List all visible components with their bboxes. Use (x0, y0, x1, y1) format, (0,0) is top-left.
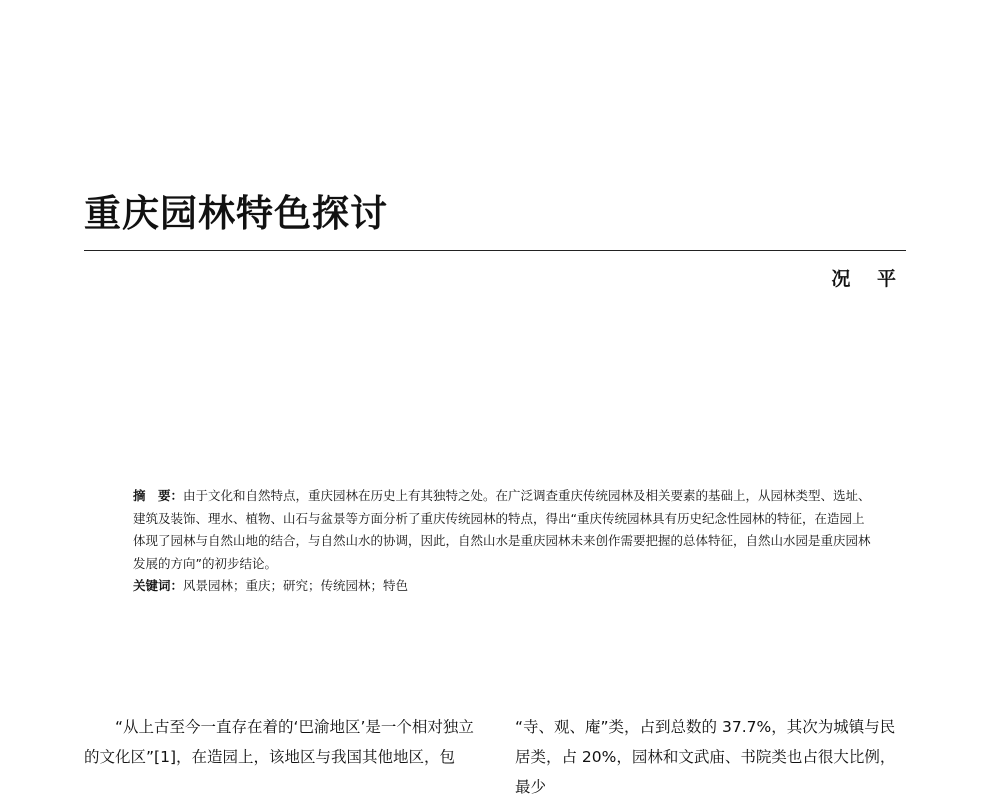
abstract-label: 摘 要： (133, 488, 184, 503)
page-title: 重庆园林特色探讨 (84, 192, 388, 235)
body-left-column (84, 712, 476, 772)
body-right-text: “寺、观、庵”类，占到总数的 37.7%，其次为城镇与民居类，占 20%，园林和文武庙、书院类也占很大比例，最少 (515, 718, 896, 796)
keywords-paragraph (133, 575, 875, 598)
abstract-block (133, 485, 875, 598)
author-name: 况 平 (831, 268, 906, 290)
keywords-label: 关键词： (133, 578, 184, 593)
body-left-text: “从上古至今一直存在着的‘巴渝地区’是一个相对独立的文化区”[1]，在造园上，该地区与我国其他地区，包 (84, 718, 474, 766)
body-right-column (515, 712, 907, 802)
title-divider (84, 250, 906, 251)
abstract-paragraph (133, 485, 875, 575)
abstract-text: 由于文化和自然特点，重庆园林在历史上有其独特之处。在广泛调查重庆传统园林及相关要素的基础上，从园林类型、选址、建筑及装饰、理水、植物、山石与盆景等方面分析了重庆传统园林的特点，得出“重庆传统园林具有历史纪念性园林的特征，在造园上体现了园林与自然山地的结合，与自然山水的协调，因此，自然山水是重庆园林未来创作需要把握的总体特征，自然山水园是重庆园林发展的方向”的初步结论。 (133, 488, 871, 571)
keywords-text: 风景园林；重庆；研究；传统园林；特色 (183, 578, 409, 593)
